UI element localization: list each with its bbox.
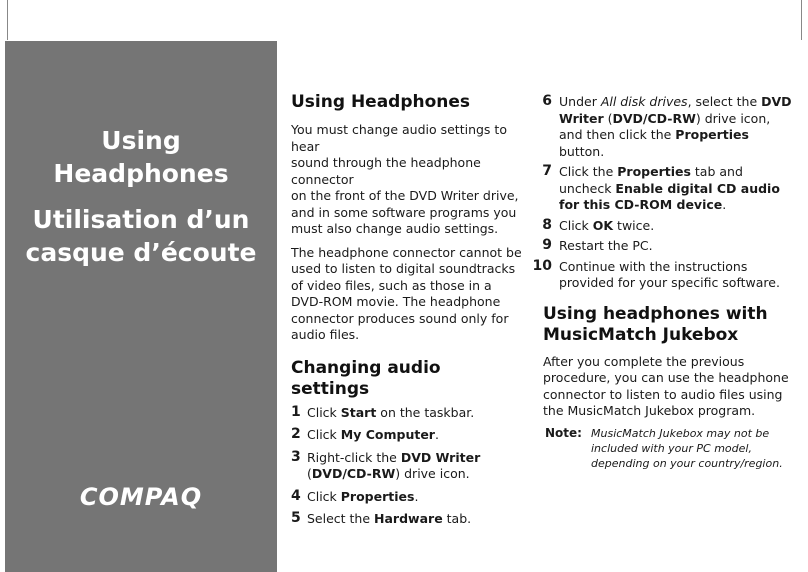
heading-using-headphones: Using Headphones [291, 92, 471, 112]
step-7: 7 Click the Properties tab and uncheck Enable digital CD audio for this CD-ROM device. [542, 163, 780, 212]
heading-changing-audio-settings: Changing audio settings [291, 357, 441, 399]
step-5: 5 Select the Hardware tab. [291, 510, 472, 526]
sidebar-title-english [5, 124, 277, 190]
sidebar-title-english-line1: Using [101, 126, 181, 155]
step-4: 4 Click Properties. [291, 487, 419, 504]
column-right [530, 94, 798, 471]
heading-musicmatch: Using headphones with MusicMatch Jukebox [543, 303, 768, 345]
sidebar-title-french-line1: Utilisation d’un [32, 205, 250, 234]
step-2: 2 Click My Computer. [291, 426, 439, 442]
sidebar-title-french-line2: casque d’écoute [25, 238, 257, 267]
step-1: 1 Click Start on the taskbar. [291, 403, 475, 420]
sidebar-panel [5, 41, 277, 572]
step-9: 9 Restart the PC. [542, 237, 653, 253]
step-8: 8 Click OK twice. [542, 216, 655, 233]
limitation-paragraph: The headphone connector cannot be used to listen to digital soundtracks of video files, such as those in a DVD-ROM movie. The headphone connector produces sound only for audio files. [291, 244, 522, 342]
step-3: 3 Right-click the DVD Writer (DVD/CD-RW) drive icon. [291, 448, 481, 481]
sidebar-title-english-line2: Headphones [53, 159, 229, 188]
note-label: Note: [545, 425, 582, 440]
step-6: 6 Under All disk drives, select the DVD Writer (DVD/CD-RW) drive icon, and then click the Properties button. [542, 93, 792, 159]
step-10: 10 Continue with the instructions provided for your specific software. [532, 257, 780, 290]
musicmatch-paragraph: After you complete the previous procedure, you can use the headphone connector to listen to audio files using the MusicMatch Jukebox program. [543, 353, 789, 418]
compaq-logo: COMPAQ [79, 483, 203, 511]
crop-mark-right [801, 0, 802, 40]
crop-mark-left [7, 0, 8, 40]
sidebar-title-french [5, 203, 277, 269]
steps-list-1 [291, 405, 523, 528]
steps-list-2 [530, 94, 798, 292]
note-block: Note: MusicMatch Jukebox may not be included with your PC model, depending on your country/region. [545, 425, 783, 470]
intro-paragraph: You must change audio settings to hear sound through the headphone connector on the front of the DVD Writer drive, and in some software programs you must also change audio settings. [291, 122, 519, 236]
column-left [291, 92, 523, 528]
